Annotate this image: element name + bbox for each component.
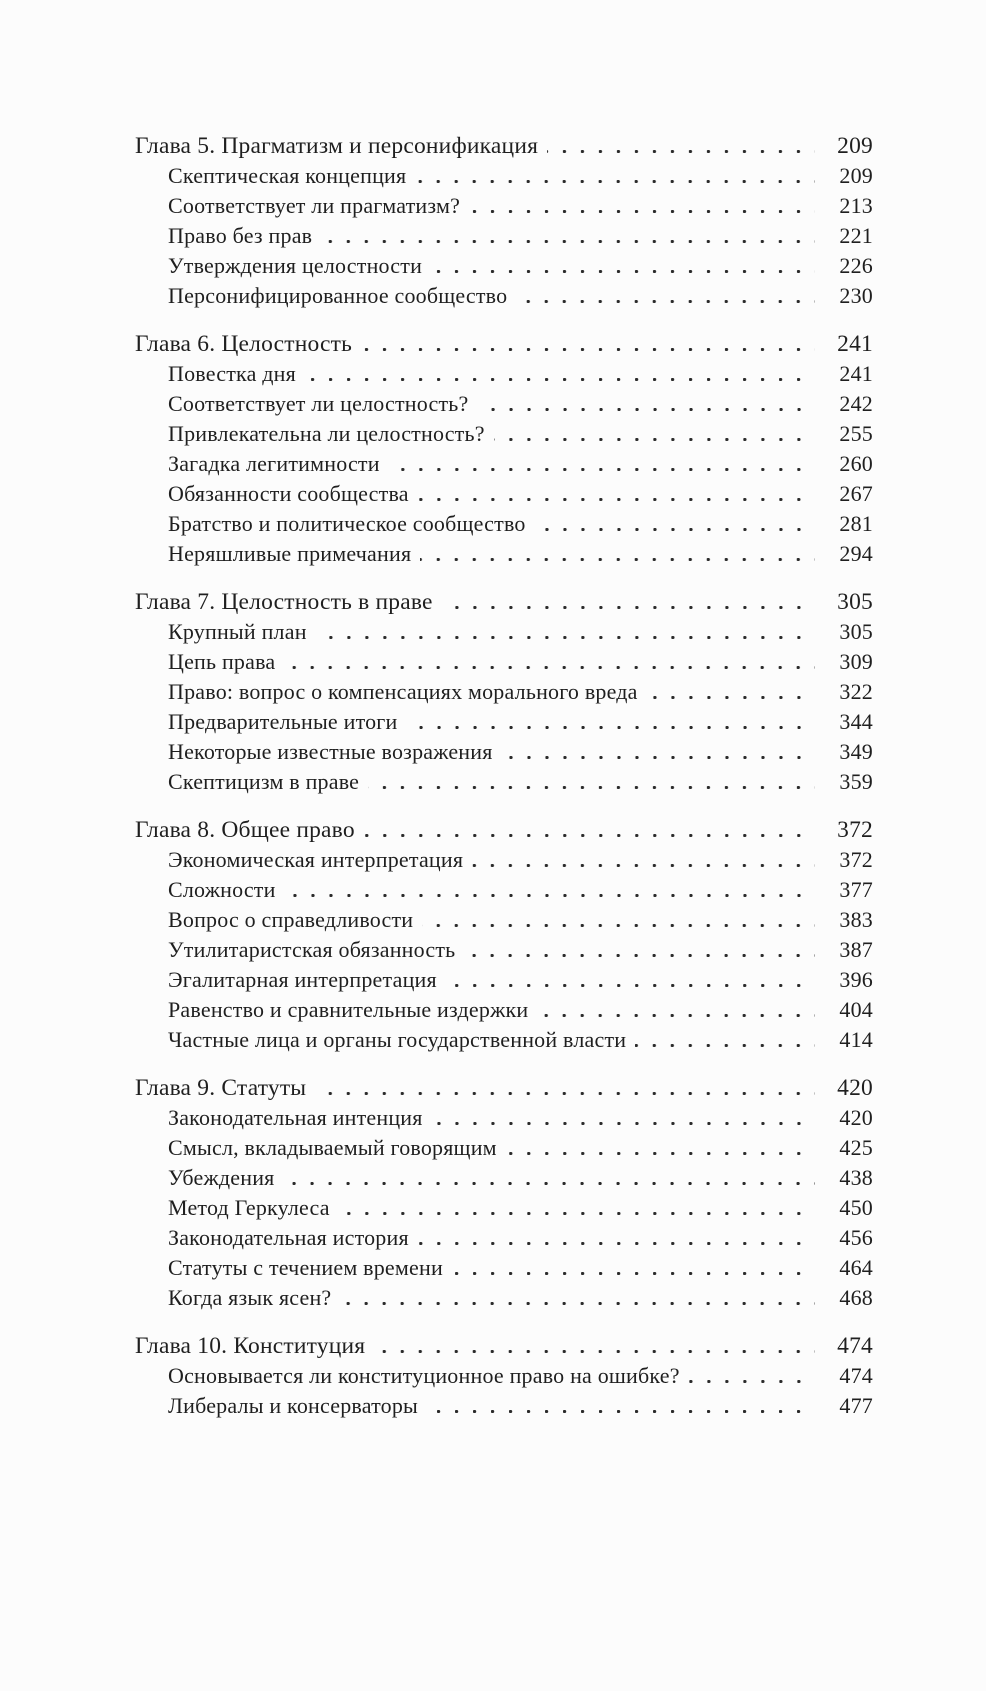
toc-chapter-section bbox=[135, 1073, 873, 1313]
dot-leader bbox=[547, 150, 815, 153]
entry-page-number: 438 bbox=[839, 1165, 873, 1190]
entry-page-number: 242 bbox=[839, 391, 873, 416]
entry-page-number: 468 bbox=[839, 1285, 873, 1310]
entry-title: Соответствует ли прагматизм? bbox=[168, 193, 461, 218]
dot-leader bbox=[422, 924, 815, 927]
toc-chapter-section bbox=[135, 815, 873, 1055]
entry-title: Убеждения bbox=[168, 1165, 275, 1190]
entry-title: Статуты с течением времени bbox=[168, 1255, 443, 1280]
entry-title: Загадка легитимности bbox=[168, 451, 380, 476]
entry-title: Вопрос о справедливости bbox=[168, 907, 414, 932]
dot-leader bbox=[418, 498, 815, 501]
dot-leader bbox=[316, 636, 815, 639]
dot-leader bbox=[432, 1122, 815, 1125]
entry-page-number: 372 bbox=[839, 847, 873, 872]
entry-page-number: 477 bbox=[839, 1393, 873, 1418]
sub-entry-row bbox=[135, 707, 873, 737]
dot-leader bbox=[464, 954, 815, 957]
sub-entry-row bbox=[135, 1223, 873, 1253]
entry-page-number: 456 bbox=[839, 1225, 873, 1250]
entry-title: Смысл, вкладываемый говорящим bbox=[168, 1135, 497, 1160]
entry-page-number: 305 bbox=[837, 589, 873, 615]
sub-entry-row bbox=[135, 221, 873, 251]
dot-leader bbox=[284, 666, 815, 669]
sub-entry-row bbox=[135, 1163, 873, 1193]
dot-leader bbox=[415, 180, 815, 183]
entry-page-number: 396 bbox=[839, 967, 873, 992]
sub-entry-row bbox=[135, 1025, 873, 1055]
entry-title: Привлекательна ли целостность? bbox=[168, 421, 485, 446]
entry-page-number: 425 bbox=[839, 1135, 873, 1160]
dot-leader bbox=[285, 894, 815, 897]
entry-page-number: 309 bbox=[839, 649, 873, 674]
entry-page-number: 305 bbox=[839, 619, 873, 644]
dot-leader bbox=[689, 1380, 815, 1383]
entry-page-number: 294 bbox=[839, 541, 873, 566]
chapter-row bbox=[135, 1331, 873, 1361]
dot-leader bbox=[321, 240, 815, 243]
dot-leader bbox=[427, 1410, 815, 1413]
dot-leader bbox=[407, 726, 816, 729]
sub-entry-row bbox=[135, 1133, 873, 1163]
entry-title: Глава 8. Общее право bbox=[135, 817, 355, 843]
sub-entry-row bbox=[135, 251, 873, 281]
entry-title: Персонифицированное сообщество bbox=[168, 283, 508, 308]
entry-title: Глава 9. Статуты bbox=[135, 1075, 307, 1101]
entry-page-number: 260 bbox=[839, 451, 873, 476]
entry-page-number: 387 bbox=[839, 937, 873, 962]
dot-leader bbox=[420, 558, 815, 561]
entry-title: Право без прав bbox=[168, 223, 313, 248]
sub-entry-row bbox=[135, 845, 873, 875]
entry-title: Цепь права bbox=[168, 649, 276, 674]
dot-leader bbox=[389, 468, 815, 471]
toc-chapter-section bbox=[135, 587, 873, 797]
entry-title: Основывается ли конституционное право на ошибке? bbox=[168, 1363, 680, 1388]
entry-page-number: 267 bbox=[839, 481, 873, 506]
entry-title: Крупный план bbox=[168, 619, 307, 644]
entry-page-number: 420 bbox=[837, 1075, 873, 1101]
dot-leader bbox=[452, 1272, 815, 1275]
entry-page-number: 281 bbox=[839, 511, 873, 536]
sub-entry-row bbox=[135, 539, 873, 569]
entry-title: Законодательная интенция bbox=[168, 1105, 423, 1130]
sub-entry-row bbox=[135, 1361, 873, 1391]
table-of-contents bbox=[135, 131, 873, 1421]
entry-title: Скептицизм в праве bbox=[168, 769, 360, 794]
entry-title: Право: вопрос о компенсациях морального вреда bbox=[168, 679, 638, 704]
entry-title: Братство и политическое сообщество bbox=[168, 511, 526, 536]
entry-page-number: 377 bbox=[839, 877, 873, 902]
entry-title: Эгалитарная интерпретация bbox=[168, 967, 437, 992]
dot-leader bbox=[494, 438, 815, 441]
sub-entry-row bbox=[135, 1253, 873, 1283]
entry-title: Некоторые известные возражения bbox=[168, 739, 493, 764]
dot-leader bbox=[647, 696, 815, 699]
sub-entry-row bbox=[135, 677, 873, 707]
entry-page-number: 474 bbox=[837, 1333, 873, 1359]
sub-entry-row bbox=[135, 965, 873, 995]
dot-leader bbox=[535, 528, 815, 531]
entry-page-number: 474 bbox=[839, 1363, 873, 1388]
entry-title: Повестка дня bbox=[168, 361, 296, 386]
sub-entry-row bbox=[135, 1391, 873, 1421]
chapter-row bbox=[135, 131, 873, 161]
chapter-row bbox=[135, 587, 873, 617]
dot-leader bbox=[315, 1092, 815, 1095]
sub-entry-row bbox=[135, 1283, 873, 1313]
sub-entry-row bbox=[135, 509, 873, 539]
dot-leader bbox=[502, 756, 815, 759]
entry-page-number: 420 bbox=[839, 1105, 873, 1130]
entry-page-number: 213 bbox=[839, 193, 873, 218]
dot-leader bbox=[516, 300, 815, 303]
dot-leader bbox=[368, 786, 815, 789]
sub-entry-row bbox=[135, 281, 873, 311]
dot-leader bbox=[431, 270, 815, 273]
entry-page-number: 209 bbox=[839, 163, 873, 188]
dot-leader bbox=[442, 606, 815, 609]
entry-page-number: 414 bbox=[839, 1027, 873, 1052]
chapter-row bbox=[135, 1073, 873, 1103]
dot-leader bbox=[635, 1044, 815, 1047]
entry-page-number: 230 bbox=[839, 283, 873, 308]
dot-leader bbox=[446, 984, 815, 987]
chapter-row bbox=[135, 815, 873, 845]
sub-entry-row bbox=[135, 875, 873, 905]
entry-page-number: 344 bbox=[839, 709, 873, 734]
entry-page-number: 226 bbox=[839, 253, 873, 278]
entry-title: Глава 5. Прагматизм и персонификация bbox=[135, 133, 539, 159]
entry-title: Экономическая интерпретация bbox=[168, 847, 464, 872]
entry-title: Равенство и сравнительные издержки bbox=[168, 997, 529, 1022]
sub-entry-row bbox=[135, 647, 873, 677]
toc-chapter-section bbox=[135, 131, 873, 311]
sub-entry-row bbox=[135, 1193, 873, 1223]
sub-entry-row bbox=[135, 389, 873, 419]
entry-page-number: 450 bbox=[839, 1195, 873, 1220]
entry-page-number: 464 bbox=[839, 1255, 873, 1280]
dot-leader bbox=[374, 1350, 815, 1353]
entry-title: Сложности bbox=[168, 877, 276, 902]
entry-title: Когда язык ясен? bbox=[168, 1285, 332, 1310]
entry-title: Частные лица и органы государственной власти bbox=[168, 1027, 627, 1052]
sub-entry-row bbox=[135, 479, 873, 509]
sub-entry-row bbox=[135, 935, 873, 965]
sub-entry-row bbox=[135, 617, 873, 647]
dot-leader bbox=[361, 348, 815, 351]
dot-leader bbox=[478, 408, 815, 411]
entry-page-number: 372 bbox=[837, 817, 873, 843]
dot-leader bbox=[340, 1302, 815, 1305]
entry-title: Утилитаристская обязанность bbox=[168, 937, 456, 962]
entry-title: Глава 6. Целостность bbox=[135, 331, 353, 357]
sub-entry-row bbox=[135, 449, 873, 479]
entry-title: Законодательная история bbox=[168, 1225, 409, 1250]
entry-title: Скептическая концепция bbox=[168, 163, 407, 188]
sub-entry-row bbox=[135, 359, 873, 389]
sub-entry-row bbox=[135, 767, 873, 797]
entry-title: Метод Геркулеса bbox=[168, 1195, 330, 1220]
dot-leader bbox=[283, 1182, 815, 1185]
chapter-row bbox=[135, 329, 873, 359]
entry-title: Предварительные итоги bbox=[168, 709, 398, 734]
sub-entry-row bbox=[135, 191, 873, 221]
sub-entry-row bbox=[135, 905, 873, 935]
sub-entry-row bbox=[135, 419, 873, 449]
toc-chapter-section bbox=[135, 329, 873, 569]
entry-title: Соответствует ли целостность? bbox=[168, 391, 469, 416]
entry-page-number: 241 bbox=[839, 361, 873, 386]
entry-page-number: 209 bbox=[837, 133, 873, 159]
entry-title: Обязанности сообщества bbox=[168, 481, 409, 506]
entry-title: Неряшливые примечания bbox=[168, 541, 412, 566]
entry-title: Либералы и консерваторы bbox=[168, 1393, 418, 1418]
entry-page-number: 322 bbox=[839, 679, 873, 704]
sub-entry-row bbox=[135, 161, 873, 191]
dot-leader bbox=[537, 1014, 815, 1017]
dot-leader bbox=[506, 1152, 815, 1155]
sub-entry-row bbox=[135, 737, 873, 767]
dot-leader bbox=[364, 834, 815, 837]
entry-page-number: 349 bbox=[839, 739, 873, 764]
entry-page-number: 404 bbox=[839, 997, 873, 1022]
sub-entry-row bbox=[135, 995, 873, 1025]
entry-page-number: 359 bbox=[839, 769, 873, 794]
entry-title: Глава 7. Целостность в праве bbox=[135, 589, 433, 615]
dot-leader bbox=[418, 1242, 815, 1245]
entry-page-number: 255 bbox=[839, 421, 873, 446]
dot-leader bbox=[339, 1212, 815, 1215]
dot-leader bbox=[305, 378, 815, 381]
entry-page-number: 241 bbox=[837, 331, 873, 357]
dot-leader bbox=[469, 210, 815, 213]
toc-chapter-section bbox=[135, 1331, 873, 1421]
entry-page-number: 383 bbox=[839, 907, 873, 932]
entry-title: Утверждения целостности bbox=[168, 253, 423, 278]
sub-entry-row bbox=[135, 1103, 873, 1133]
entry-title: Глава 10. Конституция bbox=[135, 1333, 366, 1359]
dot-leader bbox=[472, 864, 815, 867]
entry-page-number: 221 bbox=[839, 223, 873, 248]
